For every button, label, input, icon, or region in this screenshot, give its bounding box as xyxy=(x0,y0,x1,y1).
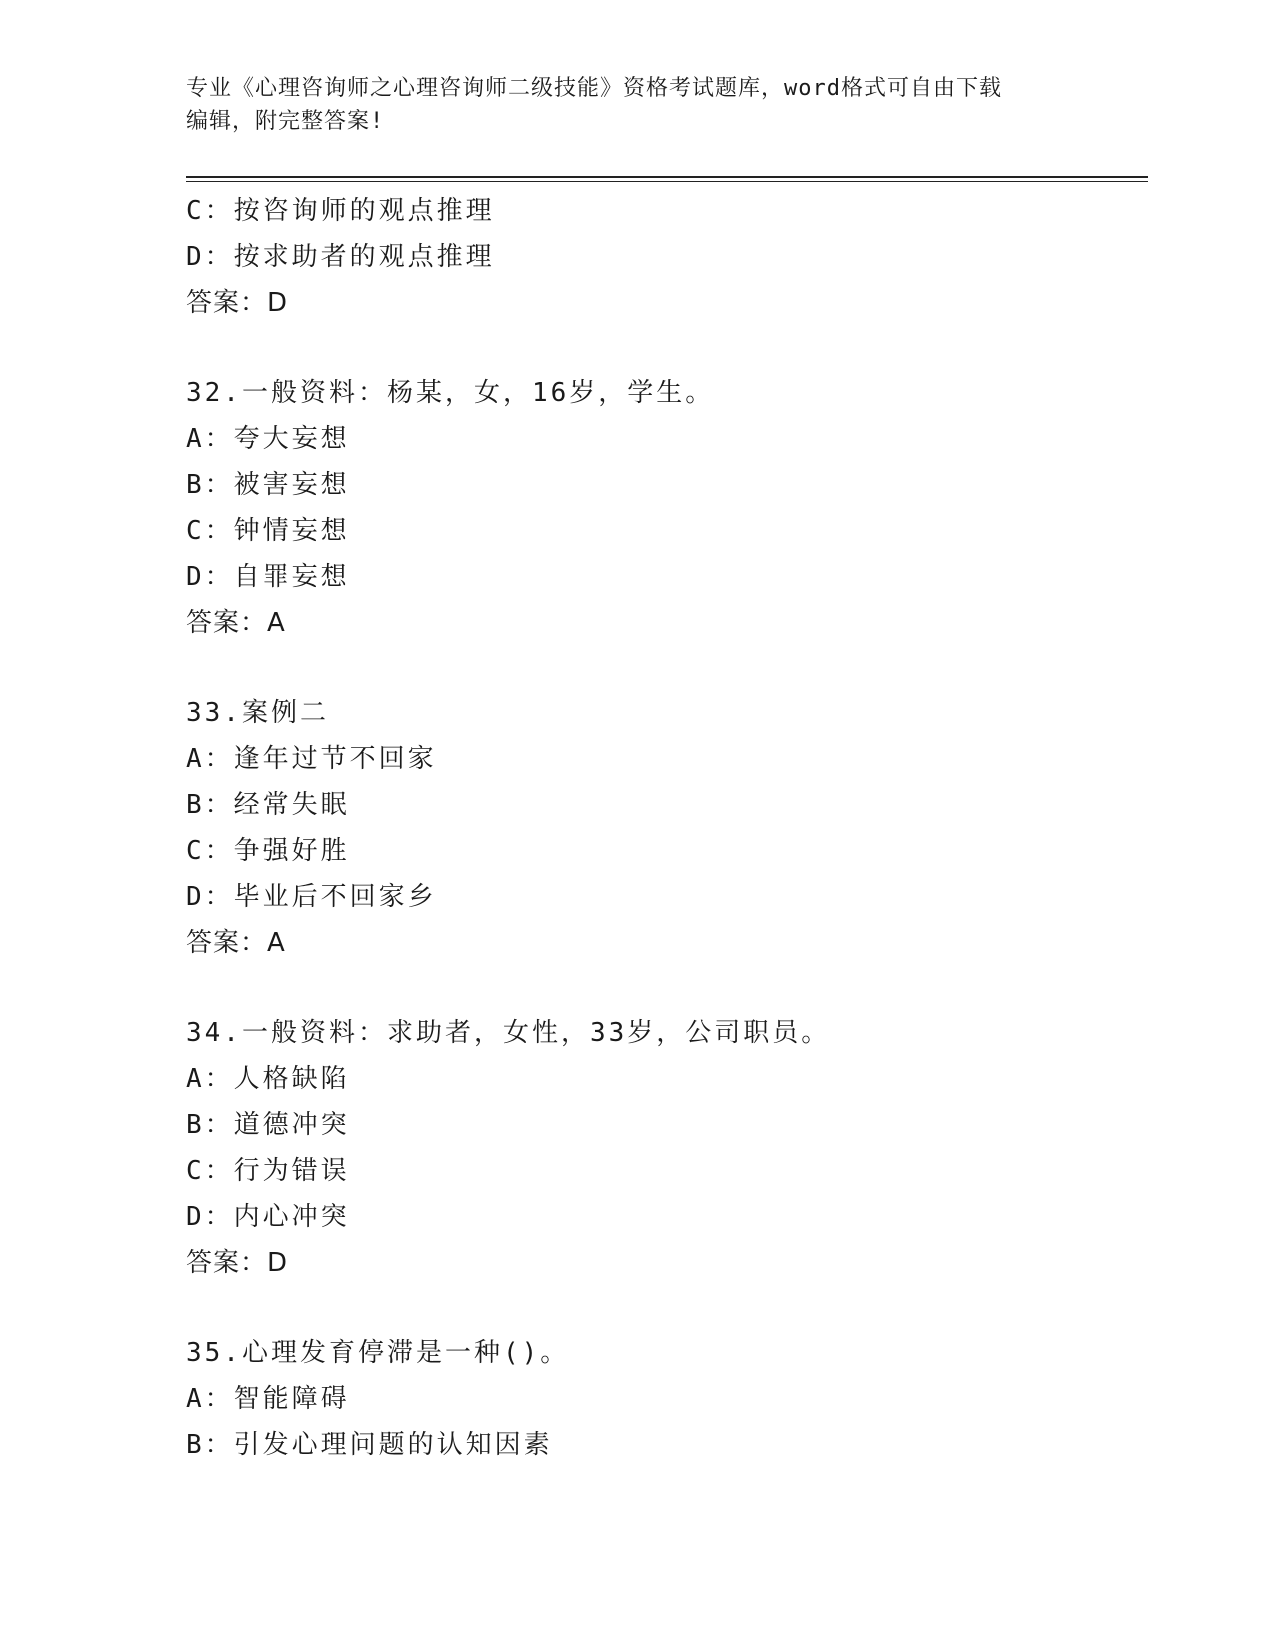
answer-line: 答案：A xyxy=(186,928,286,958)
header-rule-thin xyxy=(186,181,1148,182)
option-a: A：智能障碍 xyxy=(186,1384,350,1414)
option-d: D：内心冲突 xyxy=(186,1202,350,1232)
option-d: D：毕业后不回家乡 xyxy=(186,882,437,912)
option-c: C：行为错误 xyxy=(186,1156,350,1186)
option-c: C：按咨询师的观点推理 xyxy=(186,196,495,226)
question-block xyxy=(186,1010,1146,1286)
question-list xyxy=(186,188,1146,1468)
option-a: A：逢年过节不回家 xyxy=(186,744,437,774)
option-d: D：按求助者的观点推理 xyxy=(186,242,495,272)
option-b: B：被害妄想 xyxy=(186,470,350,500)
question-stem: 34.一般资料：求助者，女性，33岁，公司职员。 xyxy=(186,1018,831,1048)
question-stem: 33.案例二 xyxy=(186,698,329,728)
option-b: B：道德冲突 xyxy=(186,1110,350,1140)
question-block xyxy=(186,188,1146,326)
option-c: C：争强好胜 xyxy=(186,836,350,866)
question-block xyxy=(186,1330,1146,1468)
document-header xyxy=(186,72,1066,138)
option-b: B：经常失眠 xyxy=(186,790,350,820)
question-block xyxy=(186,370,1146,646)
answer-line: 答案：D xyxy=(186,288,289,318)
question-stem: 35.心理发育停滞是一种()。 xyxy=(186,1338,570,1368)
answer-line: 答案：A xyxy=(186,608,286,638)
question-block xyxy=(186,690,1146,966)
header-line-2: 编辑，附完整答案! xyxy=(186,109,385,134)
answer-line: 答案：D xyxy=(186,1248,289,1278)
header-line-1: 专业《心理咨询师之心理咨询师二级技能》资格考试题库，word格式可自由下载 xyxy=(186,76,1002,101)
option-b: B：引发心理问题的认知因素 xyxy=(186,1430,553,1460)
option-c: C：钟情妄想 xyxy=(186,516,350,546)
option-d: D：自罪妄想 xyxy=(186,562,350,592)
question-stem: 32.一般资料：杨某，女，16岁，学生。 xyxy=(186,378,715,408)
header-rule-thick xyxy=(186,176,1148,178)
option-a: A：夸大妄想 xyxy=(186,424,350,454)
option-a: A：人格缺陷 xyxy=(186,1064,350,1094)
